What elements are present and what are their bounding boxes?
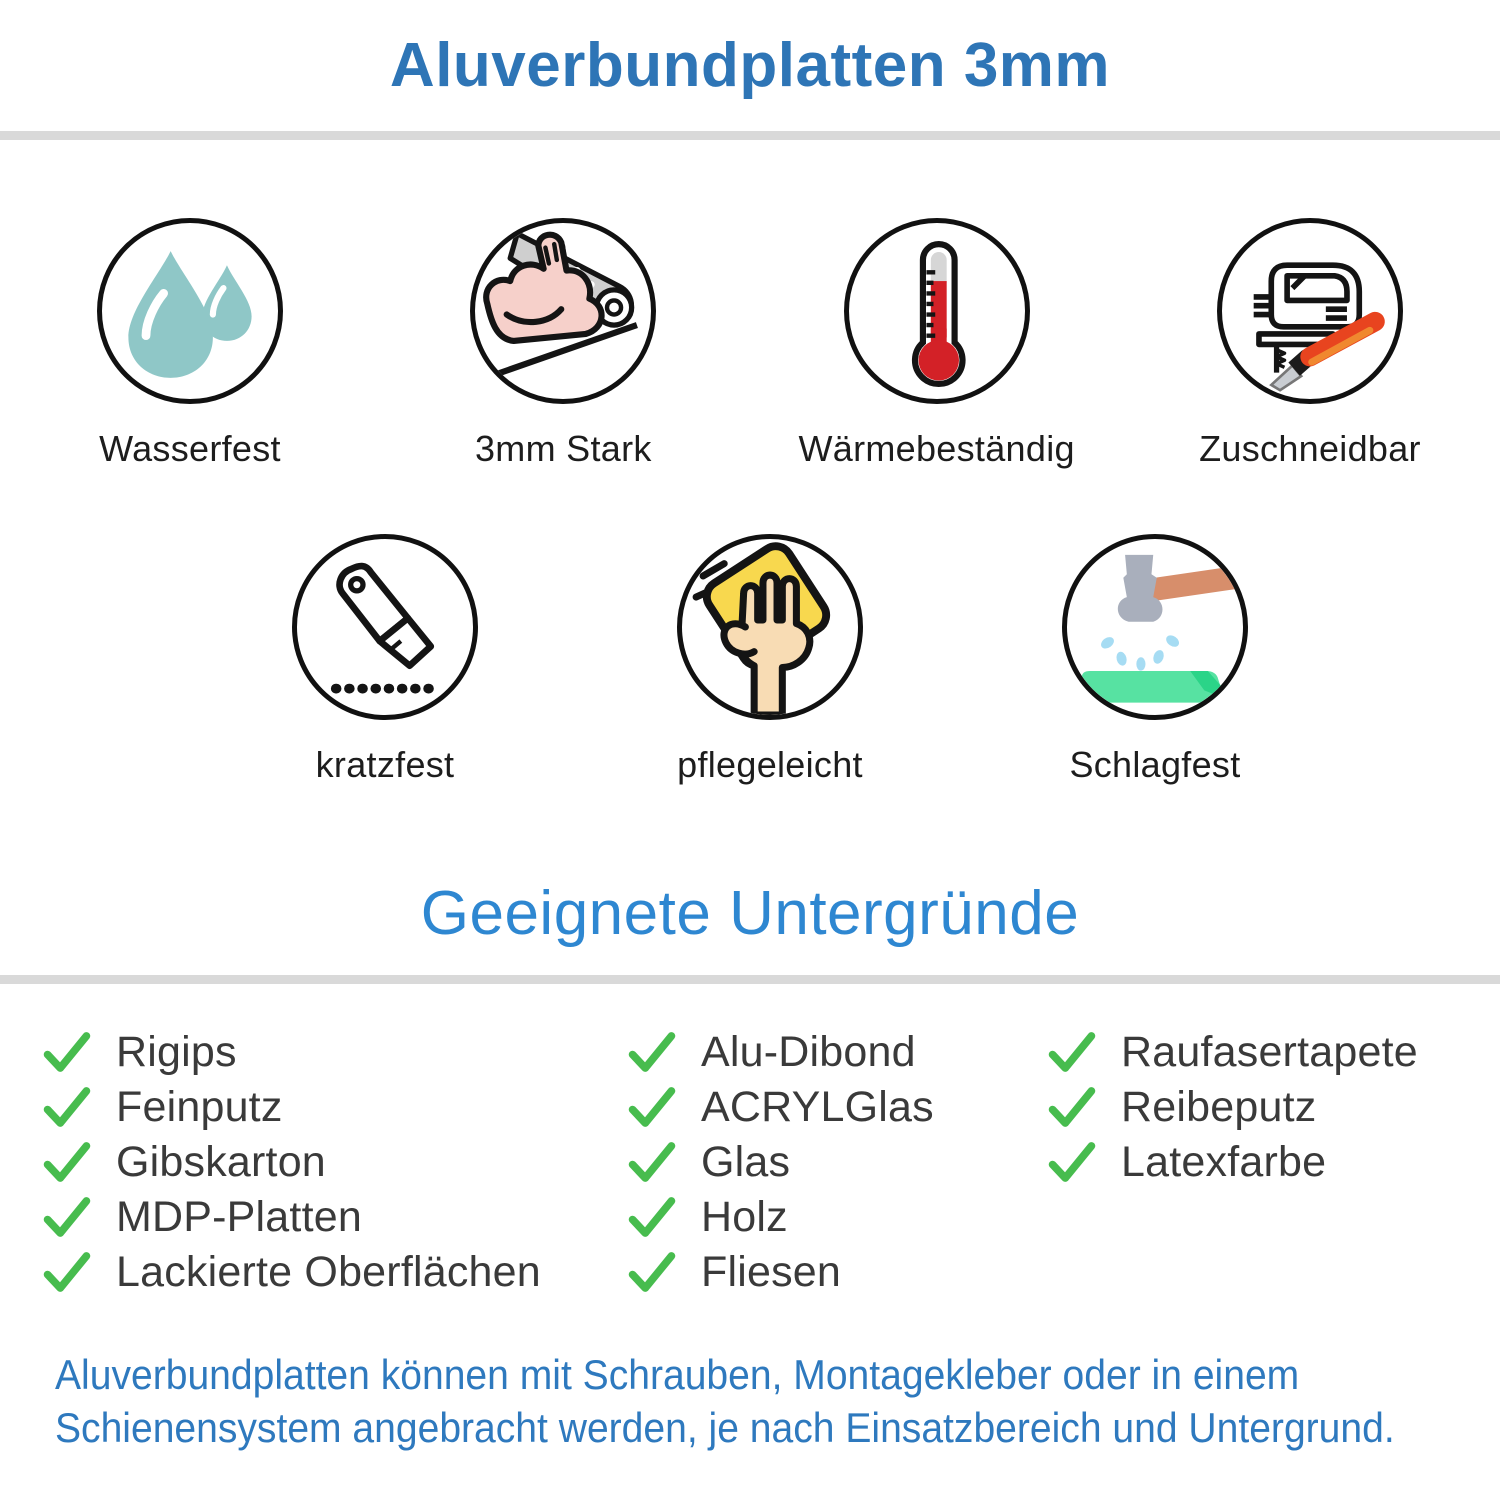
substrate-label: Fliesen xyxy=(701,1247,842,1296)
substrate-label: Lackierte Oberflächen xyxy=(116,1247,541,1296)
footer-line-2: Schienensystem angebracht werden, je nach Einsatzbereich und Untergrund. xyxy=(55,1404,1395,1451)
divider-top xyxy=(0,131,1500,140)
feature-label: Wärmebeständig xyxy=(798,428,1075,469)
list-item xyxy=(40,1138,625,1186)
substrate-label: Alu-Dibond xyxy=(701,1027,916,1076)
check-icon xyxy=(1045,1030,1099,1074)
list-item xyxy=(625,1193,1045,1241)
substrate-label: ACRYLGlas xyxy=(701,1082,934,1131)
feature-label: 3mm Stark xyxy=(474,428,652,469)
list-item xyxy=(625,1248,1045,1296)
feature-circle xyxy=(1062,534,1248,720)
feature-waermebestaendig xyxy=(761,218,1113,470)
feature-label: Wasserfest xyxy=(99,428,281,469)
substrate-label: Feinputz xyxy=(116,1082,283,1131)
feature-circle xyxy=(677,534,863,720)
list-item xyxy=(1045,1138,1418,1186)
features-row-2 xyxy=(0,534,1500,786)
check-icon xyxy=(625,1085,679,1129)
substrate-label: Latexfarbe xyxy=(1121,1137,1327,1186)
utility-knife-icon xyxy=(297,539,473,715)
section-title: Geeignete Untergründe xyxy=(420,879,1080,948)
list-item xyxy=(625,1028,1045,1076)
check-icon xyxy=(40,1140,94,1184)
feature-wasserfest xyxy=(14,218,366,470)
feature-label: Schlagfest xyxy=(1069,744,1241,785)
substrates-column-1 xyxy=(40,1028,625,1296)
list-item xyxy=(40,1193,625,1241)
check-icon xyxy=(625,1250,679,1294)
thermometer-icon xyxy=(849,223,1025,399)
hammer-icon xyxy=(1067,539,1243,715)
divider-middle xyxy=(0,975,1500,984)
substrate-label: Gibskarton xyxy=(116,1137,326,1186)
muscle-arm-icon xyxy=(475,223,651,399)
check-icon xyxy=(625,1195,679,1239)
feature-circle xyxy=(844,218,1030,404)
check-icon xyxy=(40,1195,94,1239)
check-icon xyxy=(40,1085,94,1129)
check-icon xyxy=(1045,1140,1099,1184)
feature-label: kratzfest xyxy=(315,744,455,785)
feature-zuschneidbar xyxy=(1134,218,1486,470)
feature-label: Zuschneidbar xyxy=(1199,428,1421,469)
check-icon xyxy=(1045,1085,1099,1129)
cleaning-hand-icon xyxy=(682,539,858,715)
feature-label: pflegeleicht xyxy=(677,744,863,785)
feature-schlagfest xyxy=(1030,534,1280,786)
features-row-1 xyxy=(0,218,1500,470)
substrates-column-2 xyxy=(625,1028,1045,1296)
check-icon xyxy=(40,1250,94,1294)
list-item xyxy=(625,1083,1045,1131)
water-drops-icon xyxy=(102,223,278,399)
list-item xyxy=(1045,1028,1418,1076)
jigsaw-icon xyxy=(1222,223,1398,399)
list-item xyxy=(40,1248,625,1296)
feature-circle xyxy=(292,534,478,720)
substrates-list xyxy=(40,1028,1500,1296)
footer-line-1: Aluverbundplatten können mit Schrauben, Montagekleber oder in einem xyxy=(55,1351,1300,1398)
substrate-label: Glas xyxy=(701,1137,791,1186)
check-icon xyxy=(625,1140,679,1184)
substrate-label: MDP-Platten xyxy=(116,1192,362,1241)
feature-3mm-stark xyxy=(387,218,739,470)
list-item xyxy=(40,1028,625,1076)
feature-kratzfest xyxy=(260,534,510,786)
feature-circle xyxy=(470,218,656,404)
page-title: Aluverbundplatten 3mm xyxy=(389,31,1111,100)
check-icon xyxy=(625,1030,679,1074)
check-icon xyxy=(40,1030,94,1074)
substrates-column-3 xyxy=(1045,1028,1418,1296)
list-item xyxy=(40,1083,625,1131)
footer-note xyxy=(55,1348,1500,1454)
list-item xyxy=(625,1138,1045,1186)
feature-circle xyxy=(1217,218,1403,404)
substrate-label: Holz xyxy=(701,1192,788,1241)
feature-circle xyxy=(97,218,283,404)
feature-pflegeleicht xyxy=(645,534,895,786)
substrate-label: Raufasertapete xyxy=(1121,1027,1418,1076)
substrate-label: Reibeputz xyxy=(1121,1082,1317,1131)
list-item xyxy=(1045,1083,1418,1131)
substrate-label: Rigips xyxy=(116,1027,237,1076)
